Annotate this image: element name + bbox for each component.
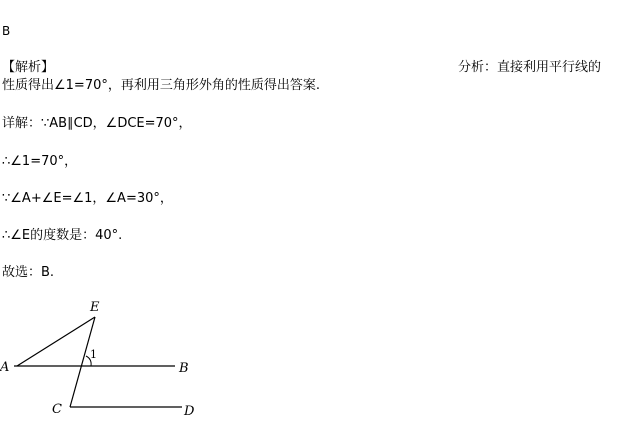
solution-header: 【解析】 [2, 60, 55, 75]
label-angle-1: 1 [90, 348, 97, 361]
label-d: D [184, 404, 195, 419]
analysis-text-part2: 性质得出∠1=70°，再利用三角形外角的性质得出答案. [2, 78, 320, 93]
label-b: B [179, 361, 189, 376]
detail-line: 详解：∵AB∥CD，∠DCE=70°， [2, 116, 192, 131]
label-e: E [90, 300, 100, 315]
step-line-1: ∴∠1=70°， [2, 154, 78, 169]
analysis-text-part1: 分析：直接利用平行线的 [458, 60, 602, 75]
label-a: A [0, 360, 10, 375]
label-c: C [52, 402, 62, 417]
step-line-2: ∵∠A+∠E=∠1，∠A=30°， [2, 191, 173, 206]
geometry-figure [0, 295, 240, 430]
step-line-3: ∴∠E的度数是：40°. [2, 228, 123, 243]
choice-line: 故选：B. [2, 265, 55, 280]
answer-text: B [2, 24, 11, 38]
